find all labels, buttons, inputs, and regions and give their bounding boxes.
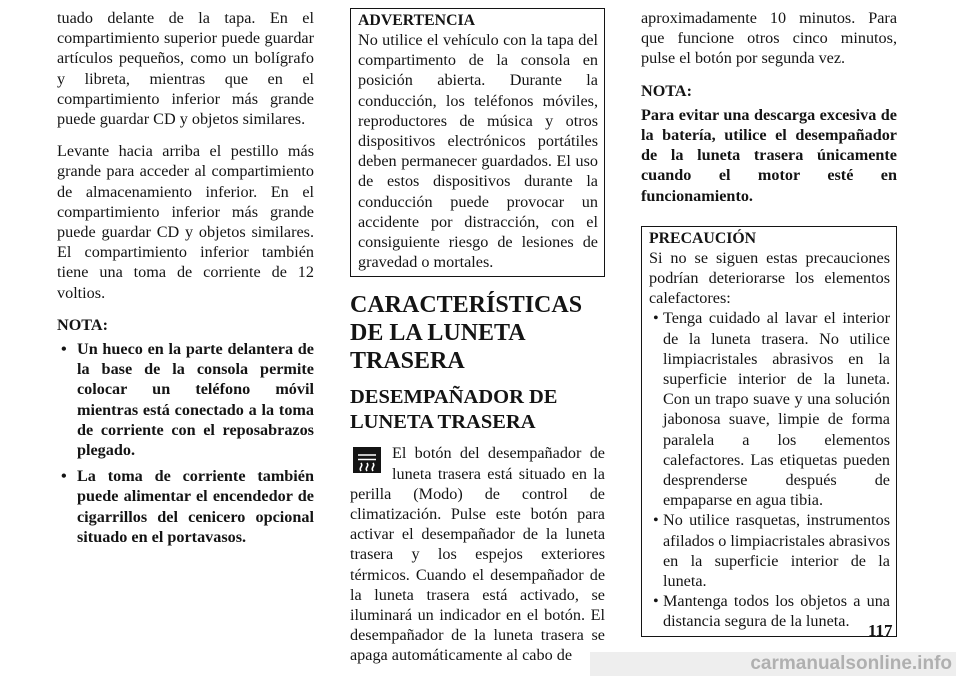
watermark-text: carmanualsonline.info	[590, 652, 956, 676]
paragraph-compartment-lower: Levante hacia arriba el pestillo más grande para acceder al compartimiento de almacenamiento inferior. En el compartimiento inferior más grande puede guardar CD y objetos similares. El compartimiento inferior también tiene una toma de corriente de 12 voltios.	[57, 142, 314, 302]
column-right	[641, 8, 897, 637]
defroster-paragraph: El botón del desempañador de luneta trasera está situado en la perilla (Modo) de control de climatización. Pulse este botón para activar el desempañador de la luneta trasera y los espejos exteriores térmicos. Cuando el desempañador de la luneta trasera está activado, se iluminará un indicador en el botón. El desempañador de la luneta trasera se apaga automáticamente al cabo de	[350, 444, 605, 665]
warning-body: No utilice el vehículo con la tapa del compartimento de la consola en posición abierta. Durante la conducción, los teléfonos móviles, reproductores de música y otros dispositivos electrónicos portátiles deben permanecer guardados. El uso de estos dispositivos durante la conducción puede provocar un accidente por distracción, con el consiguiente riesgo de lesiones de gravedad o mortales.	[358, 31, 598, 272]
caution-item: • Tenga cuidado al lavar el interior de la luneta trasera. No utilice limpiacristales abrasivos en la superficie interior de la luneta. Con un trapo suave y una solución jabonosa suave, limpie de forma paralela a los elementos calefactores. Las etiquetas pueden desprenderse después de empaparse en agua tibia.	[649, 308, 890, 510]
rear-defrost-icon	[352, 446, 382, 474]
column-middle	[350, 8, 605, 666]
paragraph-defroster-timer: aproximadamente 10 minutos. Para que funcione otros cinco minutos, pulse el botón por segunda vez.	[641, 9, 897, 68]
warning-box	[350, 8, 605, 277]
caution-list	[649, 308, 890, 631]
note-label: NOTA:	[641, 81, 692, 100]
warning-title: ADVERTENCIA	[358, 12, 476, 29]
defroster-paragraph-block	[350, 443, 605, 665]
note-battery: Para evitar una descarga excesiva de la batería, utilice el desempañador de la luneta trasera únicamente cuando el motor esté en funcionamiento.	[641, 105, 897, 205]
paragraph-compartment-upper: tuado delante de la tapa. En el compartimiento superior puede guardar artículos pequeños, como un bolígrafo y libreta, mientras que en el compartimiento inferior más grande puede guardar CD y objetos similares.	[57, 9, 314, 129]
section-heading: CARACTERÍSTICAS DE LA LUNETA TRASERA	[350, 292, 583, 375]
note-item: • La toma de corriente también puede alimentar el encendedor de cigarrillos del cenicero opcional situado en el portavasos.	[57, 466, 314, 547]
note-list	[57, 339, 314, 547]
caution-item: • No utilice rasquetas, instrumentos afilados o limpiacristales abrasivos en la superficie interior de la luneta.	[649, 510, 890, 591]
column-left	[57, 8, 314, 553]
caution-item: • Mantenga todos los objetos a una distancia segura de la luneta.	[649, 591, 890, 631]
note-label: NOTA:	[57, 315, 108, 334]
subsection-heading: DESEMPAÑADOR DE LUNETA TRASERA	[350, 386, 558, 434]
caution-body: Si no se siguen estas precauciones podrían deteriorarse los elementos calefactores:	[649, 248, 890, 308]
caution-title: PRECAUCIÓN	[649, 229, 757, 247]
page-number: 117	[868, 621, 893, 640]
note-item: • Un hueco en la parte delantera de la base de la consola permite colocar un teléfono móvil mientras está conectado a la toma de corriente con el reposabrazos plegado.	[57, 339, 314, 460]
caution-box	[641, 226, 897, 637]
